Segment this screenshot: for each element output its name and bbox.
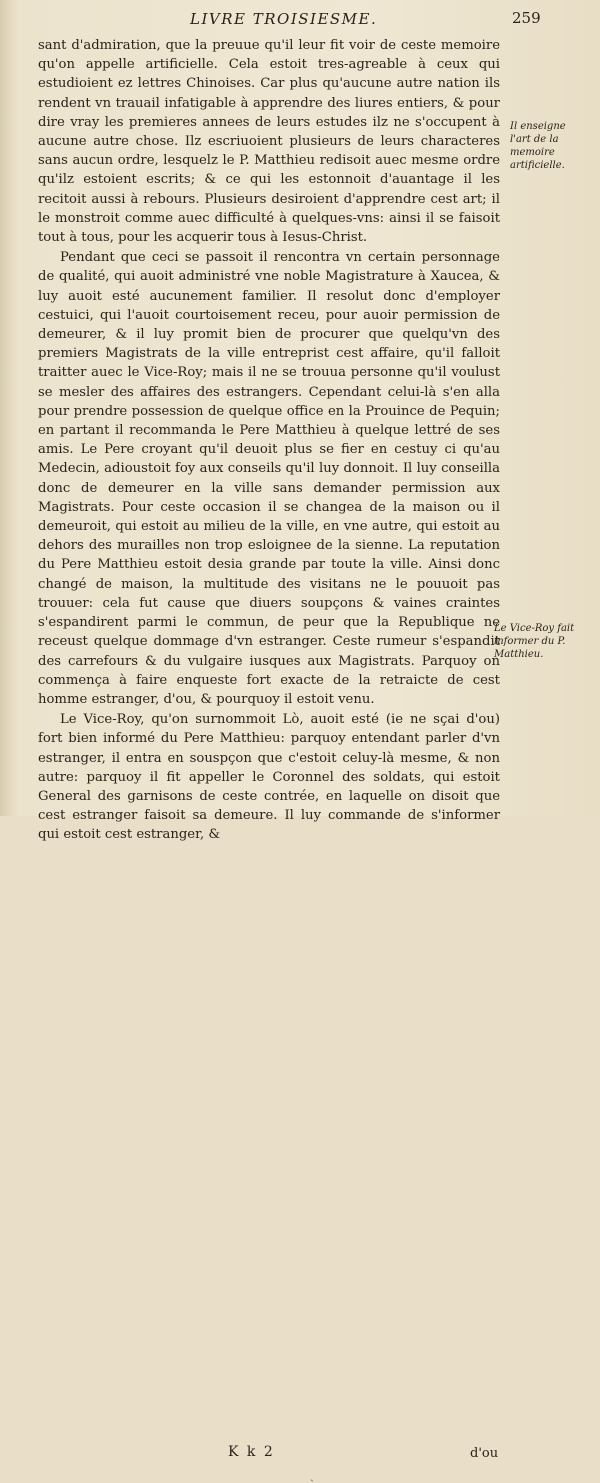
- margin-note-vice-roy: Le Vice-Roy fait informer du P. Matthieu.: [494, 623, 575, 660]
- ink-mark-icon: ˎ: [310, 1468, 314, 1482]
- page-number: 259: [512, 9, 541, 27]
- running-title: LIVRE TROISIESME.: [190, 10, 378, 28]
- paragraph-personnage: Pendant que ceci se passoit il rencontra vn certain personnage de qualité, qui auoit administré vne noble Magistrature à Xaucea, & luy auoit esté aucunement familier. Il resolut donc d'employer cestuici, qui l'auoit courtoisement receu, pour auoir permission de demeurer, & il luy promit bien de procurer que quelqu'vn des premiers Magistrats de la ville entreprist cest affaire, qu'il falloit traitter auec le Vice-Roy; mais il ne se trouua personne qu'il voulust se mesler des affaires des estrangers. Cependant celui-là s'en alla pour prendre possession de quelque office en la Prouince de Pequin; en partant il recommanda le Pere Matthieu à quelque lettré de ses amis. Le Pere croyant qu'il deuoit plus se fier en cestuy ci qu'au Medecin, adioustoit foy aux conseils qu'il luy donnoit. Il luy conseilla donc de demeurer en la ville sans demander permission aux Magistrats. Pour ceste occasion il se changea de la maison ou il demeuroit, qui estoit au milieu de la ville, en vne autre, qui estoit au dehors des murailles non trop esloignee de la sienne. La reputation du Pere Matthieu estoit desia grande par toute la ville. Ainsi donc changé de maison, la multitude des visitans ne le pouuoit pas trouuer: cela fut cause que diuers soupçons & vaines craintes s'espandirent parmi le commun, de peur que la Republique ne receust quelque dommage d'vn estranger. Ceste rumeur s'espandit des carrefours & du vulgaire iusques aux Magistrats. Parquoy on commença à faire enqueste fort exacte de la retraicte de cest homme estranger, d'ou, & pourquoy il estoit venu.: [38, 250, 500, 707]
- paragraph-vice-roy: Le Vice-Roy, qu'on surnommoit Lò, auoit esté (ie ne sçai d'ou) fort bien informé du Pere Matthieu: parquoy entendant parler d'vn estranger, il entra en souspçon que c'estoit celuy-là mesme, & non autre: parquoy il fit appeller le Coronnel des soldats, qui estoit General des garnisons de ceste contrée, en laquelle on disoit que cest estranger faisoit sa demeure. Il luy commande de s'informer qui estoit cest estranger, &: [38, 712, 500, 843]
- page-header: [0, 4, 600, 34]
- margin-note-memoire: Il enseigne l'art de la memoire artificielle.: [510, 121, 566, 171]
- signature-mark: K k 2: [228, 1444, 275, 1460]
- catchword: d'ou: [470, 1446, 499, 1461]
- paragraph-memoire: sant d'admiration, que la preuue qu'il leur fit voir de ceste memoire qu'on appelle artificielle. Cela estoit tres-agreable à ceux qui estudioient ez lettres Chinoises. Car plus qu'aucune autre nation ils rendent vn trauail infatigable à apprendre des liures entiers, & pour dire vray les premieres annees de leurs estudes ilz ne s'occupent à aucune autre chose. Ilz escriuoient plusieurs de leurs characteres sans aucun ordre, lesquelz le P. Matthieu redisoit auec mesme ordre qu'ilz estoient escrits; & ce qui les estonnoit d'auantage il les recitoit aussi à rebours. Plusieurs desiroient d'apprendre cest art; il le monstroit comme auec difficulté à quelques-vns: ainsi il se faisoit tout à tous, pour les acquerir tous à Iesus-Christ.: [38, 38, 500, 246]
